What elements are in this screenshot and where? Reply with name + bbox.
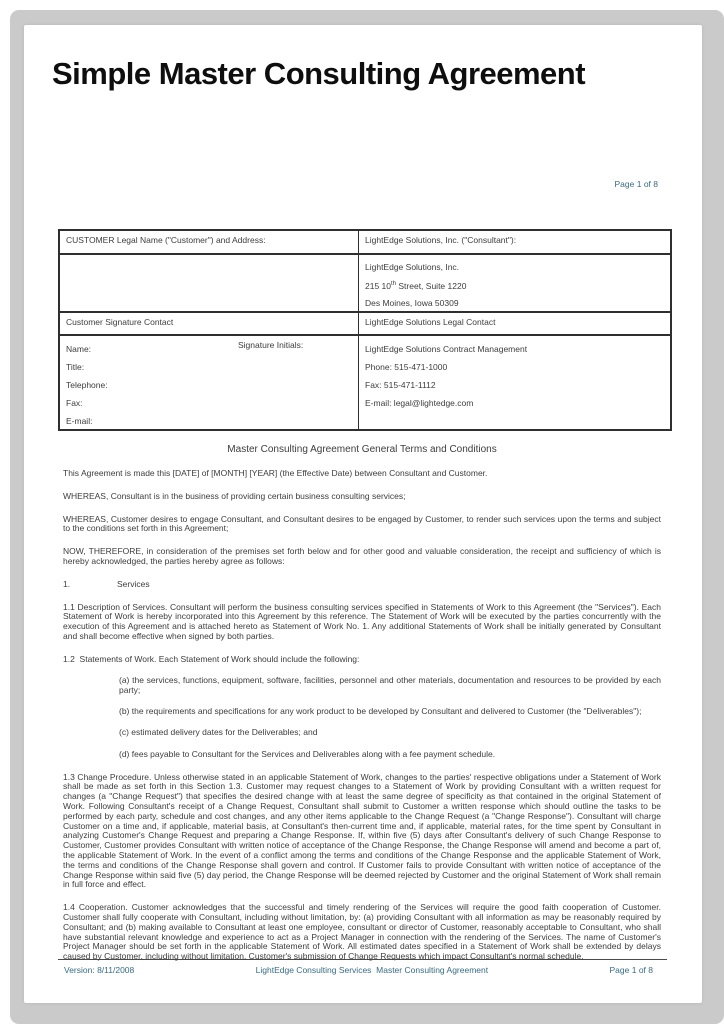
intro-paragraph: WHEREAS, Customer desires to engage Consultant, and Consultant desires to be engaged by Customer, to render such services upon the terms and subject to the conditions set forth in this Agreement; <box>63 513 664 534</box>
consultant-contact-line: LightEdge Solutions Contract Management <box>365 344 528 354</box>
footer-page-number: Page 1 of 8 <box>609 965 653 975</box>
signature-initials-label: Signature Initials: <box>238 340 304 350</box>
document-title: Simple Master Consulting Agreement <box>52 56 586 91</box>
customer-header-cell: CUSTOMER Legal Name ("Customer") and Address: <box>60 231 359 253</box>
footer-version: Version: 8/11/2008 <box>64 965 135 975</box>
terms-heading: Master Consulting Agreement General Terms and Conditions <box>227 444 497 455</box>
intro-paragraph: NOW, THEREFORE, in consideration of the premises set forth below and for other good and valuable consideration, the receipt and sufficiency of which is hereby acknowledged, the parties hereby agree as follows: <box>63 546 664 566</box>
field-fax-label: Fax: <box>66 398 83 408</box>
customer-fields-cell <box>60 336 359 429</box>
consultant-contact-line: Fax: 515-471-1112 <box>365 380 436 390</box>
clause-1-2-intro: 1.2 Statements of Work. Each Statement of Work should include the following: <box>63 653 360 664</box>
table-row-headers <box>60 231 670 253</box>
field-name-label: Name: <box>66 344 92 354</box>
address-line2-pre: 215 10 <box>365 280 391 291</box>
clause-1-1: 1.1 Description of Services. Consultant will perform the business consulting services specified in Statements of Work to this Agreement (the "Services"). Each Statement of Work is hereby incorporated into this Agreement by this reference. The Statement of Work will be executed by the parties concurrently with the execution of this Agreement and is attached hereto as Statement of Work No. 1. Any additional Statements of Work shall be initially generated by Consultant and shall become effective when signed by both parties. <box>63 601 664 641</box>
address-line2-post: Street, Suite 1220 <box>396 280 467 291</box>
intro-paragraph: WHEREAS, Consultant is in the business of providing certain business consulting services; <box>63 490 406 501</box>
section-1-number: 1. <box>63 578 71 589</box>
clause-1-2-item: (a) the services, functions, equipment, software, facilities, personnel and other materials, documentation and resources to be provided by each party; <box>119 675 664 695</box>
field-title-label: Title: <box>66 362 85 372</box>
address-line2-sup: th <box>391 281 397 287</box>
page-footer <box>58 959 667 975</box>
clause-1-2-item: (d) fees payable to Consultant for the Services and Deliverables along with a fee payment schedule. <box>119 748 496 759</box>
consultant-address-line3: Des Moines, Iowa 50309 <box>365 297 459 308</box>
intro-paragraph: This Agreement is made this [DATE] of [MONTH] [YEAR] (the Effective Date) between Consultant and Customer. <box>63 468 488 478</box>
customer-address-cell <box>60 255 359 311</box>
consultant-address-cell <box>359 255 670 311</box>
table-row-address <box>60 253 670 311</box>
document-page <box>24 25 702 1003</box>
clause-1-2-item: (b) the requirements and specifications for any work product to be developed by Consultant and delivered to Customer (the "Deliverables"); <box>119 706 642 717</box>
parties-table <box>58 229 672 431</box>
field-telephone-label: Telephone: <box>66 380 108 390</box>
consultant-address-line1: LightEdge Solutions, Inc. <box>365 262 460 272</box>
customer-signature-contact-cell: Customer Signature Contact <box>60 313 359 334</box>
table-row-contact-details <box>60 334 670 429</box>
consultant-contact-line: E-mail: legal@lightedge.com <box>365 398 474 408</box>
page-indicator-top: Page 1 of 8 <box>614 179 658 189</box>
clause-1-2-item: (c) estimated delivery dates for the Deliverables; and <box>119 727 318 738</box>
field-email-label: E-mail: <box>66 416 93 426</box>
footer-document-name: LightEdge Consulting Services Master Consulting Agreement <box>255 965 489 975</box>
clause-1-3: 1.3 Change Procedure. Unless otherwise stated in an applicable Statement of Work, changes to the parties' respective obligations under a Statement of Work shall be made as set forth in this Section 1.3. Customer may request changes to a Statement of Work by providing Consultant with a written request for changes (a "Change Request") that specifies the desired change with at least the same degree of specificity as that contained in the original Statement of Work. Following Consultant's receipt of a Change Request, Consultant shall submit to Customer a written response which should outline the tasks to be performed by each party, schedule and cost changes, and any other items applicable to the Change Request (a "Change Response"). Consultant will charge Customer on a time and, if applicable, material basis, at Consultant's then-current time and, if applicable, material rates, for the time spent by Consultant in analyzing Customer's Change Request and preparing a Change Response. If, within five (5) days after Consultant's delivery of such Change Response to Customer, Customer provides Consultant with written notice of acceptance of the Change Response, the Change Response will amend and become a part of, the applicable Statement of Work. In the event of a conflict among the terms and conditions of the Change Response and the applicable Statement of Work, the terms and conditions of the Change Response shall govern and control. If Customer fails to provide Consultant with written notice of acceptance of the Change Response within said five (5) day period, the Change Response will be deemed rejected by Customer and the original Statement of Work shall remain in full force and effect. <box>63 771 664 890</box>
terms-section <box>63 444 664 962</box>
table-row-contact-labels <box>60 311 670 334</box>
section-1-title: Services <box>117 578 150 589</box>
section-1-heading <box>63 580 661 590</box>
clause-1-4: 1.4 Cooperation. Customer acknowledges that the successful and timely rendering of the Services will require the good faith cooperation of Customer. Customer shall fully cooperate with Consultant, including without limitation, by: (a) providing Consultant with all information as may be reasonably required by Consultant; and (b) making available to Consultant at least one employee, consultant or director of Customer, reasonably acceptable to Consultant, who shall have substantial relevant knowledge and experience to act as a Project Manager in connection with the rendering of the Services. The name of Customer's Project Manager should be set forth in the applicable Statement of Work. All estimated dates specified in a Statement of Work shall be extended by delays caused by Customer, including without limitation, Customer's submission of Change Requests which impact Consultant's normal schedule. <box>63 902 664 962</box>
consultant-address-line2 <box>365 276 664 295</box>
consultant-legal-contact-cell: LightEdge Solutions Legal Contact <box>365 317 496 327</box>
consultant-contact-cell <box>359 336 670 429</box>
consultant-contact-line: Phone: 515-471-1000 <box>365 362 448 372</box>
consultant-header-cell: LightEdge Solutions, Inc. ("Consultant"): <box>365 235 517 245</box>
